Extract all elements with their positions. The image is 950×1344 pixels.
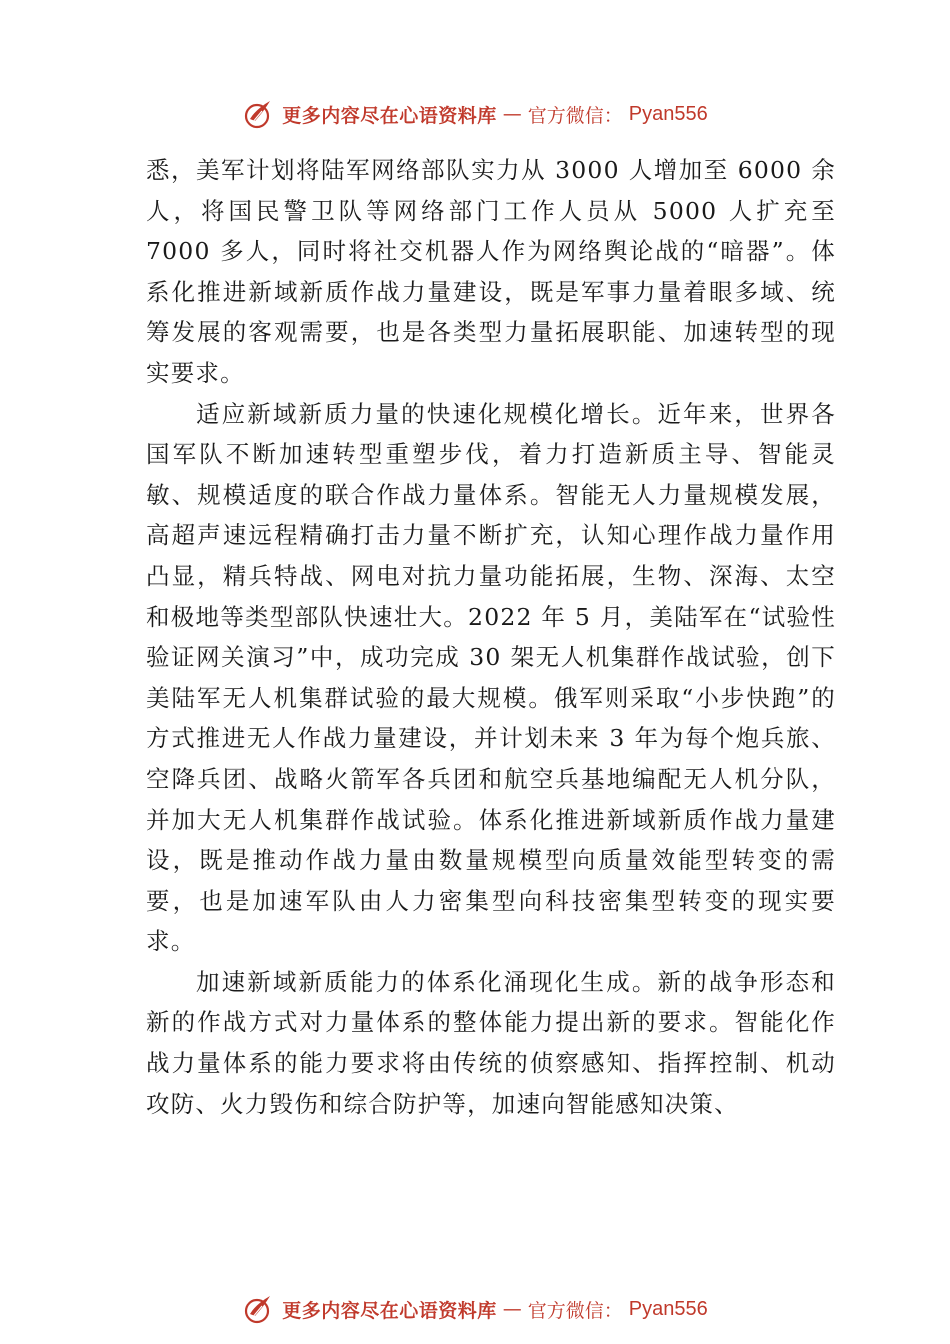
banner-dash: — <box>502 1298 522 1320</box>
quill-logo-icon <box>242 1292 276 1326</box>
quill-logo-icon <box>242 97 276 131</box>
document-body <box>146 150 836 1124</box>
header-banner <box>0 94 950 134</box>
banner-brand-text: 更多内容尽在心语资料库 <box>282 104 497 127</box>
banner-brand-text: 更多内容尽在心语资料库 <box>282 1299 497 1322</box>
banner-official-label: 官方微信： <box>527 104 623 127</box>
paragraph: 加速新域新质能力的体系化涌现化生成。新的战争形态和新的作战方式对力量体系的整体能力提出新的要求。智能化作战力量体系的能力要求将由传统的侦察感知、指挥控制、机动攻防、火力毁伤和综合防护等，加速向智能感知决策、 <box>146 967 836 1118</box>
banner-dash: — <box>502 103 522 125</box>
banner-wechat-id: Pyan556 <box>628 1297 708 1320</box>
footer-banner <box>0 1289 950 1329</box>
banner-official-label: 官方微信： <box>527 1299 623 1322</box>
banner-wechat-id: Pyan556 <box>628 102 708 125</box>
paragraph: 适应新域新质力量的快速化规模化增长。近年来，世界各国军队不断加速转型重塑步伐，着力打造新质主导、智能灵敏、规模适度的联合作战力量体系。智能无人力量规模发展，高超声速远程精确打击力量不断扩充，认知心理作战力量作用凸显，精兵特战、网电对抗力量功能拓展，生物、深海、太空和极地等类型部队快速壮大。2022 年 5 月，美陆军在“试验性验证网关演习”中，成功完成 30 架无人机集群作战试验，创下美陆军无人机集群试验的最大规模。俄军则采取“小步快跑”的方式推进无人作战力量建设，并计划未来 3 年为每个炮兵旅、空降兵团、战略火箭军各兵团和航空兵基地编配无人机分队，并加大无人机集群作战试验。体系化推进新域新质作战力量建设，既是推动作战力量由数量规模型向质量效能型转变的需要，也是加速军队由人力密集型向科技密集型转变的现实要求。 <box>146 399 836 956</box>
paragraph-continued: 悉，美军计划将陆军网络部队实力从 3000 人增加至 6000 余人，将国民警卫队等网络部门工作人员从 5000 人扩充至 7000 多人，同时将社交机器人作为网络舆论战的“暗器”。体系化推进新域新质作战力量建设，既是军事力量着眼多域、统筹发展的客观需要，也是各类型力量拓展职能、加速转型的现实要求。 <box>146 156 836 387</box>
